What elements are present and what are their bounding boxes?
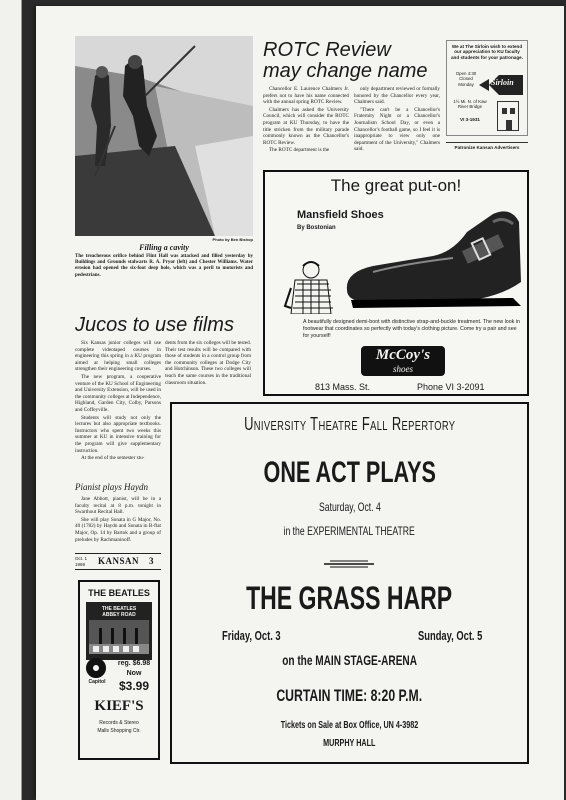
rotc-paragraph: The ROTC department is the — [269, 147, 330, 154]
photo-caption-title: Filling a cavity — [139, 243, 189, 252]
man-figure-illustration — [283, 260, 343, 314]
sirloin-ad — [446, 40, 528, 136]
restaurant-building-icon — [497, 101, 519, 131]
juco-paragraph: The new program, a cooperative venture of the KU School of Engineering and University Extension, will be used in the community colleges at Independence, Highland, Garden City, Colby, Parsons and Coffeyville. — [75, 373, 161, 413]
venue-prefix: in the — [283, 524, 308, 538]
now-label: Now — [126, 670, 142, 677]
workers-photo — [75, 36, 253, 236]
shoe-ad-body: A beautifully designed demi-boot with distinctive strap-and-buckle treatment. The new look in footwear that coordinates so perfectly with today's clothing picture. Come try a pair and see for yourself! — [303, 319, 520, 339]
show-1-date-text: Saturday, Oct. 4 — [318, 500, 381, 514]
show-2-date-a-text: Friday, Oct. 3 — [222, 628, 281, 643]
shoe-ad-phone: Phone VI 3-2091 — [417, 382, 485, 392]
sale-price: $3.99 — [118, 679, 150, 693]
ticket-info-text: Tickets on Sale at Box Office, UN 4-3982 — [280, 720, 419, 731]
folio-date-line-1: Oct. 1 — [75, 556, 88, 561]
rotc-headline-line-1: ROTC Review — [263, 39, 391, 61]
theatre-ad — [170, 402, 529, 764]
folio-rule — [75, 569, 161, 570]
rotc-paragraph: Chalmers has asked the University Council, which will consider the ROTC program at KU Thursday, to have the title stricken from the military parade commonly known as the Chancellor's ROTC Review. — [263, 106, 349, 146]
juco-headline: Jucos to use films — [75, 314, 234, 336]
rotc-paragraph: only department reviewed or formally honored by the Chancellor every year, Chalmers said. — [354, 86, 440, 106]
show-2-date-b-text: Sunday, Oct. 5 — [417, 628, 482, 643]
store-tagline: Records & Stereo — [99, 720, 139, 726]
haydn-paragraph: Jane Abbott, pianist, will be in a faculty recital at 8 p.m. tonight in Swarthout Recital Hall. — [75, 496, 161, 516]
album-crosswalk-illustration — [89, 620, 149, 654]
rotc-paragraph: "There can't be a Chancellor's Fraternity Night or a Chancellor's Journalism School Day, or even a Chancellor's football game, so I feel it is inappropriate to view only one department of the University," Chalmers said. — [354, 106, 440, 153]
shoe-ad — [263, 170, 529, 396]
capitol-logo-icon — [86, 658, 106, 678]
venue-hall-text: MURPHY HALL — [323, 738, 376, 749]
show-1-title-text: ONE ACT PLAYS — [263, 456, 436, 489]
theatre-title-text: University Theatre Fall Repertory — [243, 414, 456, 434]
album-title: ABBEY ROAD — [102, 612, 136, 618]
beatles-ad — [78, 580, 160, 760]
album-cover — [86, 602, 152, 660]
folio-paper-name: KANSAN — [98, 556, 140, 566]
capitol-label: Capitol — [88, 679, 106, 685]
rotc-paragraph: Chancellor E. Laurence Chalmers Jr. prefers not to have his name connected with the annual spring ROTC Review. — [263, 86, 349, 106]
sirloin-logo: Sirloin — [491, 78, 514, 87]
regular-price: reg. $6.98 — [117, 660, 151, 667]
shoe-icon — [343, 202, 527, 314]
juco-paragraph: At the end of the semester stu- — [81, 455, 145, 462]
divider — [446, 142, 528, 143]
photo-caption-body: The treacherous orifice behind Flint Hall was attacked and filled yesterday by Buildings and Grounds stalwarts R. A. Pryor (left) and Chester Williams. Water erosion had opened the six-foot deep hole, which was a peril to motorists and pedestrians. — [75, 254, 253, 278]
venue-prefix: on the — [282, 652, 316, 668]
juco-column-2 — [165, 340, 251, 387]
adjacent-page-edge — [0, 0, 22, 800]
store-location: Malls Shopping Ctr. — [97, 728, 141, 734]
folio-date-line-2: 1969 — [75, 561, 86, 567]
shoe-brand: Mansfield Shoes — [297, 209, 384, 221]
shoe-ad-address: 813 Mass. St. — [315, 382, 371, 392]
shoe-brand-by: By Bostonian — [297, 225, 336, 231]
haydn-body — [75, 496, 161, 544]
curtain-time-text: CURTAIN TIME: 8:20 P.M. — [276, 686, 423, 705]
venue-name: EXPERIMENTAL THEATRE — [307, 524, 416, 538]
haydn-headline: Pianist plays Haydn — [75, 482, 148, 492]
show-2-date-a — [222, 628, 332, 643]
haydn-paragraph: She will play Sonata in G Major, No. 40 (1782) by Haydn and Sonata in B-flat Major, Op. 14 by Bartok and a group of preludes by Rachmaninoff. — [75, 516, 161, 543]
rotc-headline — [263, 40, 441, 82]
mccoys-logo — [361, 346, 445, 376]
ornament-divider — [324, 556, 374, 566]
curtain-time — [172, 686, 527, 706]
show-1-date — [172, 500, 527, 514]
patronize-notice: Patronize Kansan Advertisers — [454, 145, 520, 150]
show-2-venue — [172, 652, 527, 668]
venue-name: MAIN STAGE-ARENA — [315, 652, 417, 668]
sirloin-address: 1½ Mi. N. of Kaw River Bridge — [453, 99, 487, 110]
juco-paragraph: Students will study not only the lectures but also appropriate textbooks. Instructors who spent two weeks this summer at KU in intensive training for the program will give supplementary instruction. — [75, 414, 161, 454]
show-2-date-b — [372, 628, 482, 643]
show-1-venue — [172, 524, 527, 538]
sirloin-text: We at The Sirloin wish to extend our appreciation to KU faculty and students for your patronage. — [451, 44, 523, 60]
ticket-info — [172, 720, 527, 731]
store-subname: shoes — [393, 364, 413, 374]
show-2-title — [172, 580, 527, 617]
juco-paragraph: Six Kansas junior colleges will use complete videotaped courses in engineering this spring in a KU program aimed at helping small colleges strengthen their engineering courses. — [75, 340, 161, 373]
store-name: KIEF'S — [94, 698, 144, 714]
show-2-title-text: THE GRASS HARP — [246, 580, 453, 616]
theatre-title — [172, 414, 527, 435]
rotc-column-2 — [354, 86, 440, 154]
beatles-band: THE BEATLES — [88, 588, 150, 598]
juco-column-1 — [75, 340, 161, 463]
folio-rule — [75, 553, 161, 554]
folio-date — [75, 556, 95, 567]
folio-page-number: 3 — [149, 556, 154, 566]
venue-hall — [172, 738, 527, 749]
sirloin-hours: Open 4:30 Closed Monday — [455, 71, 477, 87]
rotc-column-1 — [263, 86, 349, 155]
photo-credit: Photo by Ben Bishop — [212, 237, 253, 242]
sirloin-phone: VI 3-1931 — [460, 117, 480, 122]
album-artist: THE BEATLES — [101, 606, 137, 612]
show-1-title — [172, 456, 527, 490]
store-name: McCoy's — [375, 347, 431, 363]
rotc-headline-line-2: may change name — [263, 60, 428, 82]
newspaper-page — [36, 6, 564, 800]
shoe-ad-headline: The great put-on! — [330, 176, 462, 195]
juco-paragraph: dents from the six colleges will be tested. Their test results will be compared with those of students in a control group from the community colleges at Dodge City and Hutchinson. These two colleges will teach the same courses in the traditional classroom situation. — [165, 340, 251, 386]
